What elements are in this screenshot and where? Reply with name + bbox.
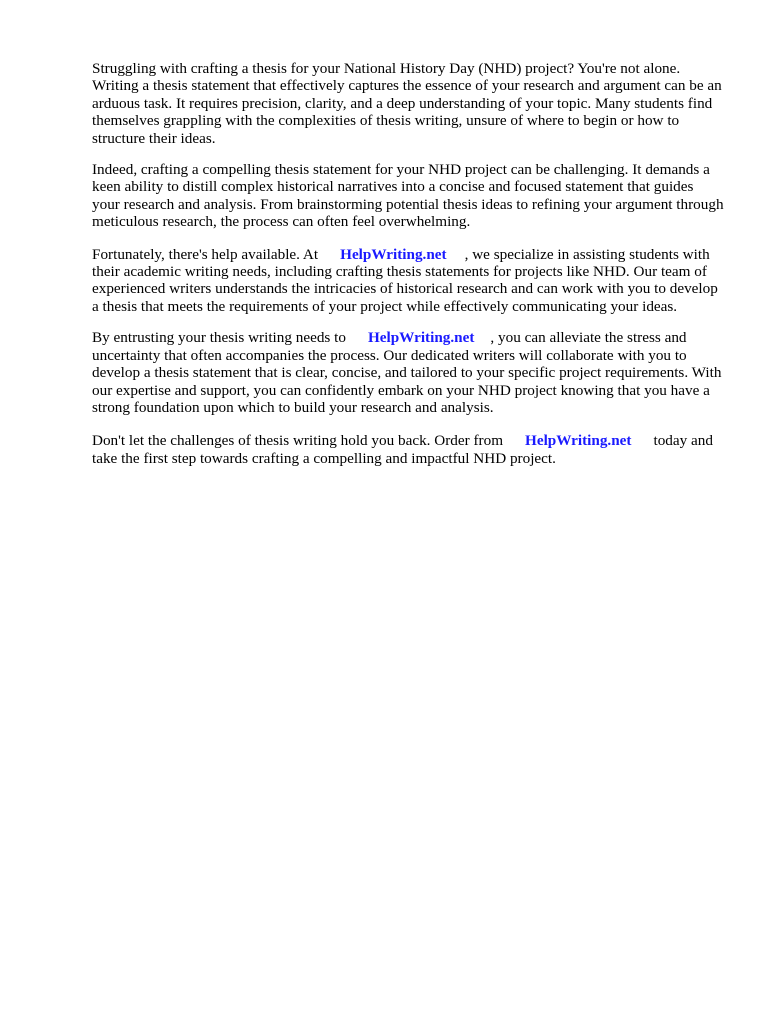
paragraph-text: today and take the first step towards crafting a compelling and impactful NHD project. <box>92 432 713 467</box>
helpwriting-link[interactable]: HelpWriting.net <box>367 329 475 347</box>
paragraph-challenge: Indeed, crafting a compelling thesis statement for your NHD project can be challenging. It demands a keen ability to distill complex historical narratives into a concise and focused statement that guides your research and analysis. From brainstorming potential thesis ideas to refining your argument through meticulous research, the process can often feel overwhelming. <box>92 161 724 231</box>
helpwriting-link[interactable]: HelpWriting.net <box>340 245 447 263</box>
document-body <box>92 60 724 482</box>
paragraph-text: By entrusting your thesis writing needs to <box>92 329 346 347</box>
paragraph-text: , you can alleviate the stress and uncertainty that often accompanies the process. Our dedicated writers will collaborate with you to develop a thesis statement that is clear, concise, and tailored to your specific project requirements. With our expertise and support, you can confidently embark on your NHD project knowing that you have a strong foundation upon which to build your research and analysis. <box>92 329 722 416</box>
paragraph-text: , we specialize in assisting students with their academic writing needs, including crafting thesis statements for projects like NHD. Our team of experienced writers understands the intricacies of historical research and can work with you to develop a thesis that meets the requirements of your project while effectively communicating your ideas. <box>92 245 718 315</box>
paragraph-entrusting <box>92 329 724 416</box>
paragraph-text: Don't let the challenges of thesis writing hold you back. Order from <box>92 432 504 450</box>
paragraph-text: Fortunately, there's help available. At <box>92 245 319 263</box>
paragraph-help-available <box>92 246 724 316</box>
paragraph-call-to-action <box>92 432 724 467</box>
helpwriting-link[interactable]: HelpWriting.net <box>525 432 632 450</box>
paragraph-intro: Struggling with crafting a thesis for your National History Day (NHD) project? You're not alone. Writing a thesis statement that effectively captures the essence of your research and argument can be an arduous task. It requires precision, clarity, and a deep understanding of your topic. Many students find themselves grappling with the complexities of thesis writing, unsure of where to begin or how to structure their ideas. <box>92 60 722 147</box>
